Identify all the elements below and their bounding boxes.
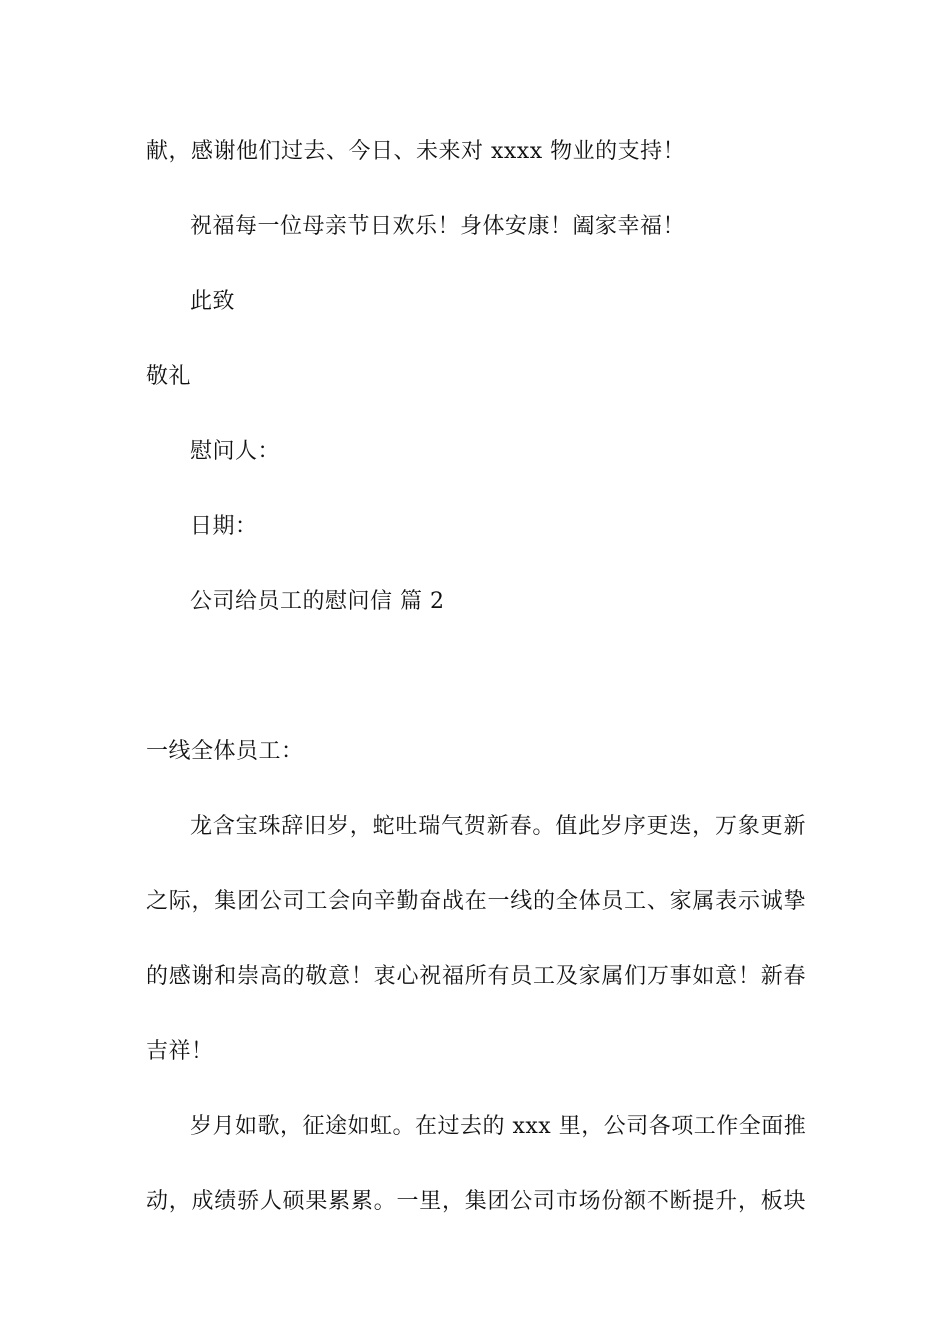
text-line: 此致 [190,289,236,314]
date-label: 日期： [190,514,258,539]
closing-salutation: 敬礼 [146,364,192,389]
recipient-salutation: 一线全体员工： [146,739,304,764]
paragraph-line: 之际，集团公司工会向辛勤奋战在一线的全体员工、家属表示诚挚 [146,889,806,914]
signer-label: 慰问人： [190,439,281,464]
paragraph-line: 岁月如歌，征途如虹。在过去的 xxx 里，公司各项工作全面推 [190,1114,807,1139]
paragraph-line: 龙含宝珠辞旧岁，蛇吐瑞气贺新春。值此岁序更迭，万象更新 [190,814,806,839]
section-title: 公司给员工的慰问信 篇 2 [190,589,445,614]
text-line: 献，感谢他们过去、今日、未来对 xxxx 物业的支持！ [146,139,686,164]
paragraph-line: 吉祥！ [146,1039,214,1064]
paragraph-line: 动，成绩骄人硕果累累。一里，集团公司市场份额不断提升，板块 [146,1189,806,1214]
text-line: 祝福每一位母亲节日欢乐！身体安康！阖家幸福！ [190,214,686,239]
paragraph-line: 的感谢和崇高的敬意！衷心祝福所有员工及家属们万事如意！新春 [146,964,806,989]
